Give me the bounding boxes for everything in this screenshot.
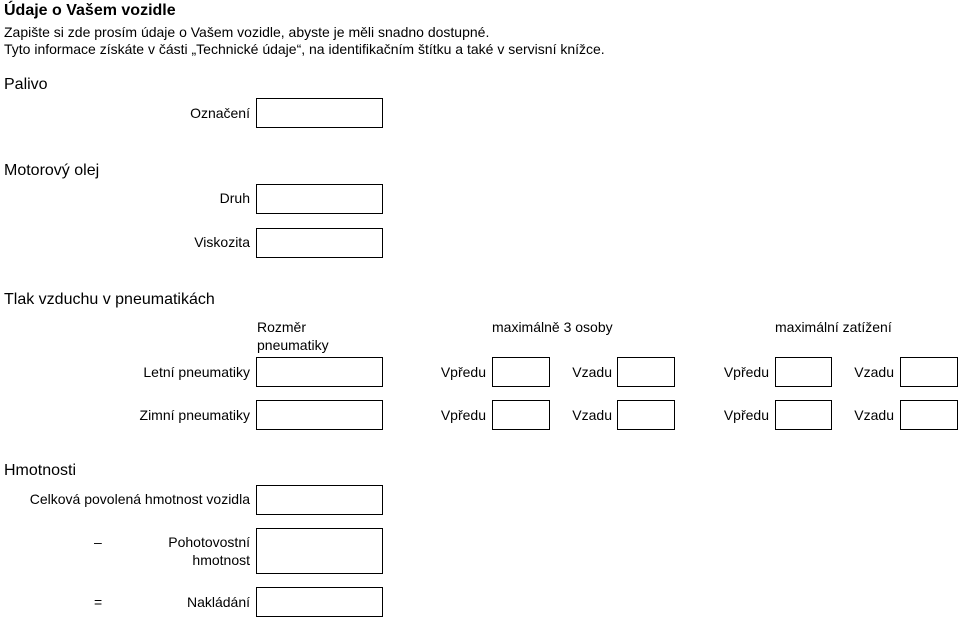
weights-heading: Hmotnosti (4, 462, 77, 479)
payload-input[interactable] (257, 588, 382, 616)
summer-p3-front-field[interactable] (492, 357, 550, 387)
winter-p3-rear-field[interactable] (617, 400, 675, 430)
summer-tyre-size-input[interactable] (257, 358, 382, 386)
summer-max-rear-input[interactable] (901, 358, 957, 386)
curb-weight-label-line2: hmotnost (192, 552, 250, 568)
winter-tyre-size-input[interactable] (257, 401, 382, 429)
winter-max-rear-input[interactable] (901, 401, 957, 429)
summer-max-rear-field[interactable] (900, 357, 958, 387)
winter-p3-front-input[interactable] (493, 401, 549, 429)
oil-viscosity-label: Viskozita (194, 234, 250, 250)
winter-max-front-field[interactable] (775, 400, 832, 430)
payload-field[interactable] (256, 587, 383, 617)
summer-max-front-input[interactable] (776, 358, 831, 386)
page-title: Údaje o Vašem vozidle (4, 2, 176, 19)
winter-max-front-input[interactable] (776, 401, 831, 429)
summer-tyre-size-field[interactable] (256, 357, 383, 387)
col-tyre-size-line2: pneumatiky (257, 337, 329, 353)
fuel-designation-input[interactable] (257, 99, 382, 127)
col-tyre-size-line1: Rozměr (257, 319, 307, 335)
winter-p3-front-label: Vpředu (440, 407, 486, 423)
gross-weight-input[interactable] (257, 486, 382, 514)
summer-p3-front-input[interactable] (493, 358, 549, 386)
winter-max-front-label: Vpředu (723, 407, 769, 423)
summer-max-front-label: Vpředu (723, 364, 769, 380)
tyre-pressure-heading: Tlak vzduchu v pneumatikách (4, 291, 215, 308)
gross-weight-field[interactable] (256, 485, 383, 515)
summer-p3-rear-input[interactable] (618, 358, 674, 386)
summer-max-rear-label: Vzadu (854, 364, 894, 380)
winter-tyres-label: Zimní pneumatiky (139, 407, 250, 423)
curb-weight-field[interactable] (256, 528, 383, 574)
oil-type-label: Druh (219, 190, 250, 206)
summer-p3-rear-label: Vzadu (572, 364, 612, 380)
payload-label: Nakládání (186, 594, 250, 610)
gross-weight-label: Celková povolená hmotnost vozidla (29, 491, 250, 507)
curb-weight-label-line1: Pohotovostní (168, 534, 250, 550)
oil-viscosity-field[interactable] (256, 228, 383, 258)
col-max-load: maximální zatížení (775, 319, 892, 335)
winter-p3-rear-label: Vzadu (572, 407, 612, 423)
oil-type-field[interactable] (256, 184, 383, 214)
summer-p3-rear-field[interactable] (617, 357, 675, 387)
col-max-3-persons: maximálně 3 osoby (492, 319, 613, 335)
equals-sign: = (94, 594, 103, 610)
summer-tyres-label: Letní pneumatiky (143, 364, 250, 380)
fuel-designation-field[interactable] (256, 98, 383, 128)
fuel-heading: Palivo (4, 76, 48, 93)
winter-p3-front-field[interactable] (492, 400, 550, 430)
winter-max-rear-label: Vzadu (854, 407, 894, 423)
oil-viscosity-input[interactable] (257, 229, 382, 257)
oil-type-input[interactable] (257, 185, 382, 213)
summer-p3-front-label: Vpředu (440, 364, 486, 380)
winter-p3-rear-input[interactable] (618, 401, 674, 429)
curb-weight-input[interactable] (257, 529, 382, 573)
fuel-designation-label: Označení (190, 105, 250, 121)
engine-oil-heading: Motorový olej (4, 162, 100, 179)
intro-line-2: Tyto informace získáte v části „Technické údaje“, na identifikačním štítku a také v servisní knížce. (4, 41, 605, 57)
winter-max-rear-field[interactable] (900, 400, 958, 430)
intro-line-1: Zapište si zde prosím údaje o Vašem vozidle, abyste je měli snadno dostupné. (4, 24, 490, 40)
winter-tyre-size-field[interactable] (256, 400, 383, 430)
summer-max-front-field[interactable] (775, 357, 832, 387)
minus-sign: – (94, 534, 102, 550)
